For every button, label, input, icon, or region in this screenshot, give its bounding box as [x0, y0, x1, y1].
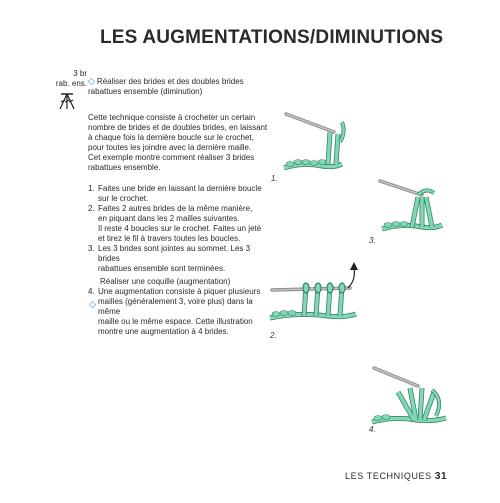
step-text	[98, 244, 274, 274]
figure-2-label: 2.	[270, 331, 277, 340]
para-line: rabattues ensemble.	[88, 163, 161, 172]
step-line: montre une augmentation à 4 brides.	[98, 327, 229, 336]
diamond-bullet-icon: ◇	[89, 299, 96, 309]
intro-line2: rabattues ensemble (diminution)	[88, 87, 203, 96]
step-4	[88, 287, 274, 337]
diamond-bullet-icon: ◇	[88, 76, 95, 86]
figure-3-label: 3.	[369, 236, 376, 245]
stitch-symbol-label	[45, 69, 87, 89]
figure-2-illustration	[268, 258, 363, 328]
step-line: rabattues ensemble sont terminées.	[98, 264, 226, 273]
step-4-block	[88, 287, 274, 337]
para-line: Cet exemple montre comment réaliser 3 brides	[88, 153, 255, 162]
step-3	[88, 244, 274, 274]
para-line: pour toutes les joindre avec la dernière maille.	[88, 143, 252, 152]
step-text	[98, 287, 274, 337]
step-line: en piquant dans les 2 mailles suivantes.	[98, 214, 240, 223]
step-line: Les 3 brides sont jointes au sommet. Les 3 brides	[98, 244, 251, 263]
figure-4-illustration	[370, 360, 455, 435]
para-line: nombre de brides et de doubles brides, en laissant	[88, 123, 268, 132]
intro-paragraph	[88, 113, 270, 173]
figure-1-illustration	[282, 112, 352, 174]
step-line: Une augmentation consiste à piquer plusieurs	[98, 287, 261, 296]
intro-heading	[88, 76, 268, 97]
dec-stitch-symbol-icon	[57, 90, 77, 110]
para-line: Cette technique consiste à crocheter un certain	[88, 113, 256, 122]
symbol-label-line2: rab. ens.	[55, 79, 87, 88]
para-line: à chaque fois la dernière boucle sur le crochet,	[88, 133, 254, 142]
step-text	[98, 204, 274, 244]
intro-line1: Réaliser des brides et des doubles brides	[96, 77, 244, 86]
step-number: 2.	[88, 204, 95, 213]
step-line: Faites 2 autres brides de la même manière,	[98, 204, 253, 213]
step-2	[88, 204, 274, 244]
step-line: sur le crochet.	[98, 194, 149, 203]
figure-1-label: 1.	[271, 174, 278, 183]
page-title: LES AUGMENTATIONS/DIMINUTIONS	[100, 27, 444, 48]
figure-3-illustration	[378, 177, 448, 237]
step-number: 1.	[88, 184, 95, 193]
step-line: maille ou le même espace. Cette illustration	[98, 317, 253, 326]
step-line: Il reste 4 boucles sur le crochet. Faites un jeté	[98, 224, 262, 233]
footer-section: LES TECHNIQUES	[345, 471, 432, 481]
sub-heading: Réaliser une coquille (augmentation)	[100, 277, 231, 286]
step-line: mailles (généralement 3, voire plus) dans la même	[98, 297, 253, 316]
step-1	[88, 184, 274, 204]
step-line: Faites une bride en laissant la dernière boucle	[98, 184, 262, 193]
figure-4-label: 4.	[369, 425, 376, 434]
step-number: 3.	[88, 244, 95, 253]
page-number: 31	[434, 471, 448, 482]
step-number: 4.	[88, 287, 95, 296]
step-text	[98, 184, 274, 204]
steps-list	[88, 184, 274, 274]
step-line: et tirez le fil à travers toutes les boucles.	[98, 234, 241, 243]
symbol-label-line1: 3 br	[73, 69, 87, 78]
page-footer	[345, 471, 465, 482]
